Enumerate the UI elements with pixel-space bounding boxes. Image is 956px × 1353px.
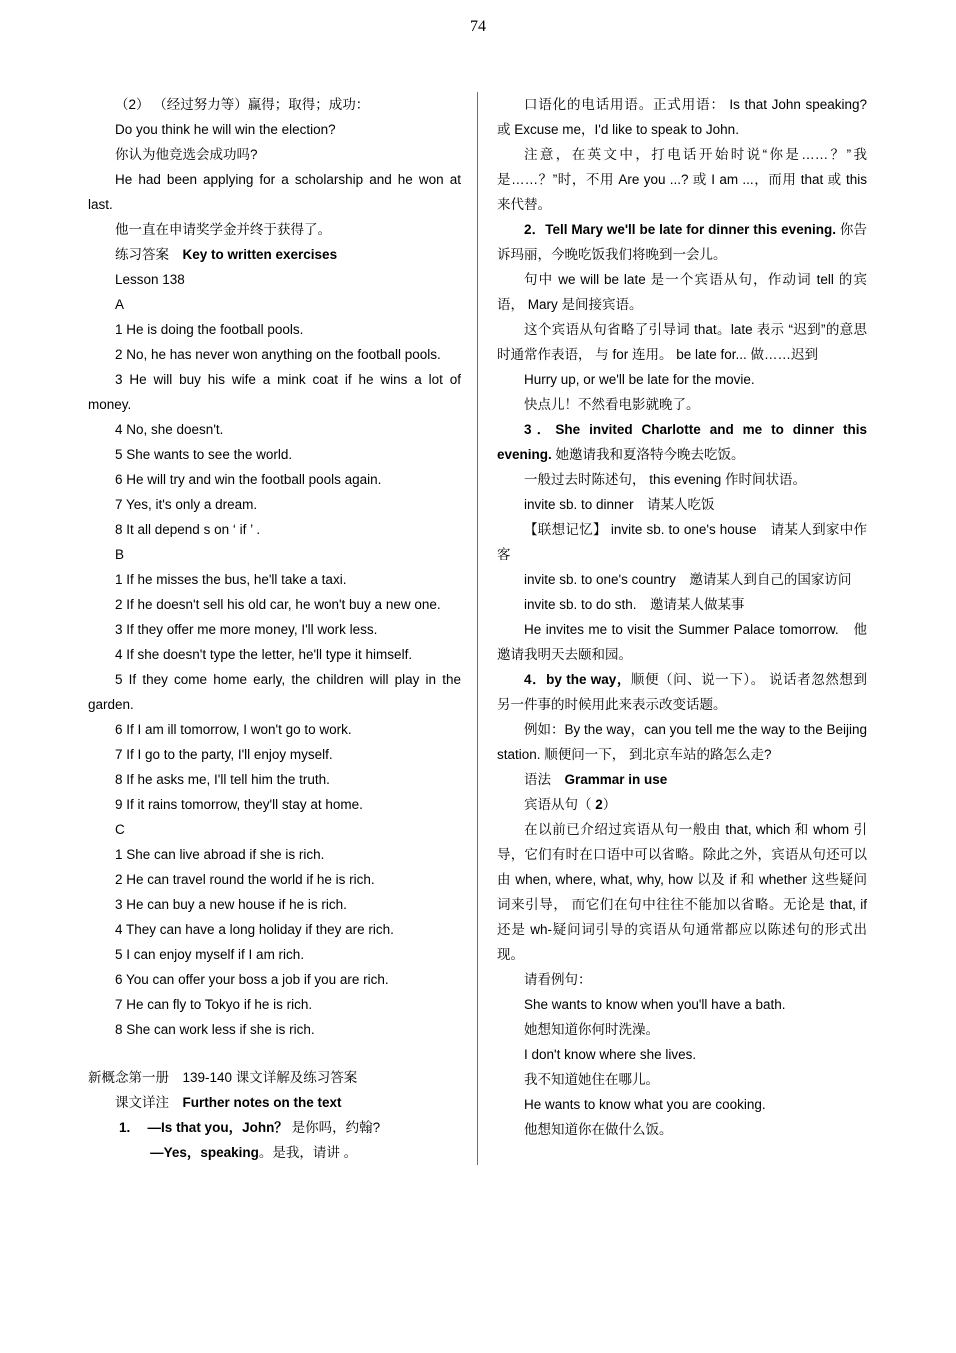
paragraph — [88, 92, 461, 117]
text-run: 这个宾语从句省略了引导词 that。late 表示 “迟到”的意思时通常作表语， 与 for 连用。 be late for... 做……迟到 — [497, 322, 867, 362]
paragraph — [88, 1090, 461, 1115]
paragraph — [88, 1115, 461, 1140]
paragraph — [88, 167, 461, 217]
paragraph — [88, 417, 461, 442]
text-run: 8 She can work less if she is rich. — [115, 1022, 315, 1037]
text-run: 9 If it rains tomorrow, they'll stay at home. — [115, 797, 363, 812]
left-column — [88, 92, 461, 1165]
paragraph — [88, 367, 461, 417]
paragraph — [497, 517, 867, 567]
paragraph — [88, 1017, 461, 1042]
column-divider — [477, 92, 478, 1165]
text-run: 6 You can offer your boss a job if you are rich. — [115, 972, 389, 987]
text-run: 4 They can have a long holiday if they are rich. — [115, 922, 394, 937]
right-column — [497, 92, 867, 1165]
text-run: 1 He is doing the football pools. — [115, 322, 304, 337]
paragraph — [88, 267, 461, 292]
paragraph — [88, 817, 461, 842]
text-run: 4 If she doesn't type the letter, he'll type it himself. — [115, 647, 413, 662]
text-run: 快点儿！不然看电影就晚了。 — [524, 397, 700, 412]
text-run: 8 It all depend s on ‘ if ’ . — [115, 522, 261, 537]
paragraph — [88, 117, 461, 142]
paragraph — [88, 467, 461, 492]
paragraph — [497, 392, 867, 417]
text-run: invite sb. to do sth. 邀请某人做某事 — [524, 597, 745, 612]
text-run: 你认为他竞选会成功吗? — [115, 147, 258, 162]
text-run: 你告诉玛丽，今晚吃饭我们将晚到一会儿。 — [497, 222, 867, 262]
paragraph — [497, 1017, 867, 1042]
text-run: 句中 we will be late 是一个宾语从句，作动词 tell 的宾语， Mary 是间接宾语。 — [497, 272, 867, 312]
text-run: 她想知道你何时洗澡。 — [524, 1022, 659, 1037]
paragraph — [88, 342, 461, 367]
text-run: 7 Yes, it's only a dream. — [115, 497, 258, 512]
two-column-content — [88, 92, 868, 1165]
text-run: 5 If they come home early, the children will play in the garden. — [88, 672, 461, 712]
paragraph — [88, 592, 461, 617]
text-run: 3 He can buy a new house if he is rich. — [115, 897, 347, 912]
paragraph — [497, 417, 867, 467]
paragraph — [497, 1042, 867, 1067]
paragraph — [497, 1117, 867, 1142]
text-run: （2） （经过努力等）赢得；取得；成功： — [115, 97, 370, 112]
text-run: 7 He can fly to Tokyo if he is rich. — [115, 997, 313, 1012]
text-run: 宾语从句（ — [524, 797, 596, 812]
bold-text-run: 4．by the way， — [524, 672, 631, 687]
bold-text-run: Grammar in use — [564, 772, 668, 787]
paragraph — [88, 867, 461, 892]
paragraph — [88, 542, 461, 567]
paragraph — [88, 517, 461, 542]
text-run: 5 I can enjoy myself if I am rich. — [115, 947, 305, 962]
text-run: 7 If I go to the party, I'll enjoy myself. — [115, 747, 333, 762]
bold-text-run: Key to written exercises — [182, 247, 338, 262]
paragraph — [497, 567, 867, 592]
text-run: 2 He can travel round the world if he is rich. — [115, 872, 375, 887]
paragraph — [497, 367, 867, 392]
paragraph — [88, 492, 461, 517]
paragraph — [497, 717, 867, 767]
text-run: ） — [602, 797, 617, 812]
paragraph — [497, 967, 867, 992]
bold-text-run: 2 — [595, 797, 603, 812]
text-run: Lesson 138 — [115, 272, 185, 287]
paragraph — [88, 842, 461, 867]
paragraph — [88, 892, 461, 917]
paragraph — [497, 767, 867, 792]
text-run: He had been applying for a scholarship and he won at last. — [88, 172, 461, 212]
paragraph — [497, 1067, 867, 1092]
text-run: 1 If he misses the bus, he'll take a taxi. — [115, 572, 347, 587]
paragraph — [497, 467, 867, 492]
text-run: A — [115, 297, 125, 312]
text-run: 6 If I am ill tomorrow, I won't go to work. — [115, 722, 352, 737]
paragraph — [88, 767, 461, 792]
paragraph — [88, 292, 461, 317]
text-run: 在以前已介绍过宾语从句一般由 that, which 和 whom 引导，它们有时在口语中可以省略。除此之外，宾语从句还可以由 when, where, what, why, how 以及 if 和 whether 这些疑问词来引导， 而它们在句中往往不能加以省略。无论是 that, if 还是 wh-疑问词引导的宾语从句通常都应以陈述句的形式出现。 — [497, 822, 867, 962]
paragraph — [88, 917, 461, 942]
paragraph — [497, 92, 867, 142]
text-run: invite sb. to one's country 邀请某人到自己的国家访问 — [524, 572, 852, 587]
paragraph — [497, 317, 867, 367]
paragraph — [88, 317, 461, 342]
text-run: 6 He will try and win the football pools again. — [115, 472, 382, 487]
text-run: 。是我，请讲 。 — [258, 1145, 358, 1160]
text-run: 语法 — [524, 772, 565, 787]
paragraph — [88, 742, 461, 767]
text-run: invite sb. to dinner 请某人吃饭 — [524, 497, 715, 512]
paragraph — [88, 567, 461, 592]
text-run: 练习答案 — [115, 247, 183, 262]
text-run: 4 No, she doesn't. — [115, 422, 224, 437]
paragraph — [88, 217, 461, 242]
paragraph — [497, 217, 867, 267]
text-run: 3 He will buy his wife a mink coat if he wins a lot of money. — [88, 372, 461, 412]
text-run: 1 She can live abroad if she is rich. — [115, 847, 325, 862]
paragraph — [88, 1065, 461, 1090]
text-run: Do you think he will win the election? — [115, 122, 336, 137]
text-run: 注意，在英文中，打电话开始时说“你是……？”我是……？”时，不用 Are you ...? 或 I am ...，而用 that 或 this 来代替。 — [497, 147, 867, 212]
text-run: She wants to know when you'll have a bath. — [524, 997, 786, 1012]
text-run: 5 She wants to see the world. — [115, 447, 293, 462]
text-run: 例如：By the way，can you tell me the way to the Beijing station. 顺便问一下， 到北京车站的路怎么走? — [497, 722, 867, 762]
paragraph — [497, 792, 867, 817]
paragraph — [88, 717, 461, 742]
text-run: 【联想记忆】 invite sb. to one's house 请某人到家中作客 — [497, 522, 867, 562]
paragraph — [88, 967, 461, 992]
paragraph — [88, 792, 461, 817]
paragraph — [497, 142, 867, 217]
bold-text-run: Further notes on the text — [182, 1095, 342, 1110]
paragraph — [497, 1092, 867, 1117]
text-run: 是你吗，约翰? — [287, 1120, 381, 1135]
paragraph — [497, 592, 867, 617]
paragraph — [88, 992, 461, 1017]
text-run: 我不知道她住在哪儿。 — [524, 1072, 659, 1087]
paragraph — [497, 267, 867, 317]
paragraph — [88, 242, 461, 267]
paragraph — [88, 617, 461, 642]
text-run: I don't know where she lives. — [524, 1047, 697, 1062]
text-run: 2 If he doesn't sell his old car, he won't buy a new one. — [115, 597, 441, 612]
paragraph — [497, 992, 867, 1017]
paragraph — [88, 442, 461, 467]
text-run: 课文详注 — [115, 1095, 183, 1110]
paragraph — [497, 617, 867, 667]
paragraph — [497, 667, 867, 717]
paragraph — [88, 642, 461, 667]
text-run: 一般过去时陈述句， this evening 作时间状语。 — [524, 472, 807, 487]
paragraph — [88, 942, 461, 967]
bold-text-run: 1. —Is that you，John？ — [119, 1120, 288, 1135]
paragraph — [497, 817, 867, 967]
text-run: He invites me to visit the Summer Palace tomorrow. 他邀请我明天去颐和园。 — [497, 622, 867, 662]
text-run: 新概念第一册 139-140 课文详解及练习答案 — [88, 1070, 358, 1085]
text-run: 口语化的电话用语。正式用语： Is that John speaking? 或 Excuse me，I'd like to speak to John. — [497, 97, 867, 137]
bold-text-run: 2．Tell Mary we'll be late for dinner this evening. — [524, 222, 836, 237]
text-run: 请看例句： — [524, 972, 592, 987]
bold-text-run: 3．She invited Charlotte and me to dinner this evening. — [497, 422, 867, 462]
text-run: 他一直在申请奖学金并终于获得了。 — [115, 222, 331, 237]
text-run: 2 No, he has never won anything on the football pools. — [115, 347, 441, 362]
text-run: He wants to know what you are cooking. — [524, 1097, 766, 1112]
text-run: 他想知道你在做什么饭。 — [524, 1122, 673, 1137]
paragraph — [88, 667, 461, 717]
text-run: B — [115, 547, 125, 562]
text-run: 她邀请我和夏洛特今晚去吃饭。 — [551, 447, 745, 462]
text-run: Hurry up, or we'll be late for the movie. — [524, 372, 755, 387]
text-run: C — [115, 822, 125, 837]
text-run: 顺便（问、说一下）。 说话者忽然想到另一件事的时候用此来表示改变话题。 — [497, 672, 867, 712]
paragraph — [497, 492, 867, 517]
paragraph — [88, 1140, 461, 1165]
paragraph — [88, 142, 461, 167]
text-run: 8 If he asks me, I'll tell him the truth. — [115, 772, 330, 787]
bold-text-run: —Yes，speaking — [150, 1145, 259, 1160]
page-number: 74 — [470, 18, 486, 35]
text-run: 3 If they offer me more money, I'll work less. — [115, 622, 378, 637]
